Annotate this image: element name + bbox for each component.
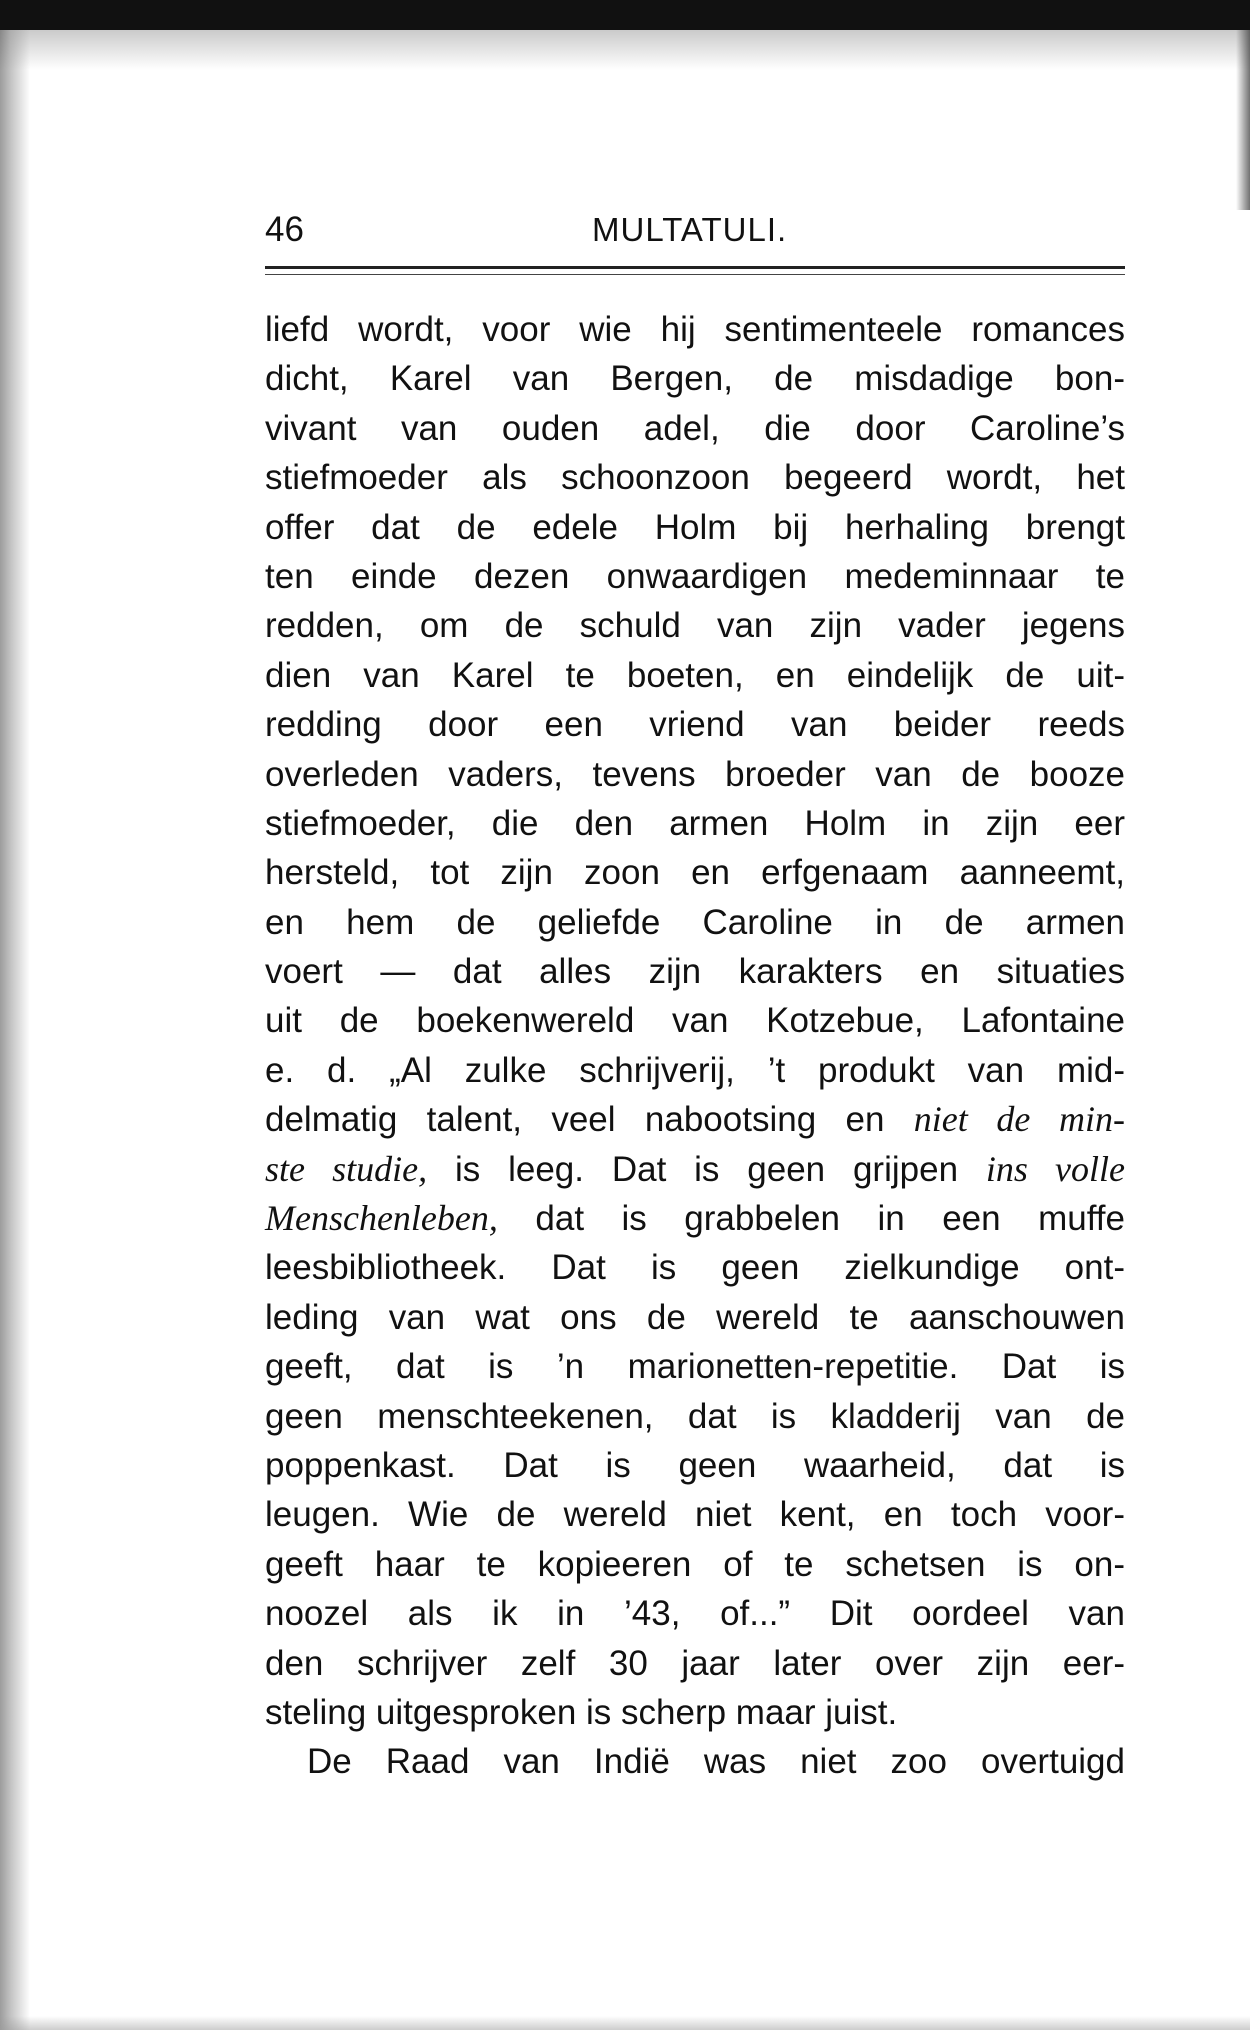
text-line — [265, 453, 1125, 502]
text-run: geeft haar te kopieeren of te schetsen is on- — [265, 1544, 1125, 1584]
text-run: De Raad van Indië was niet zoo overtuigd — [307, 1742, 1125, 1782]
text-run: noozel als ik in ’43, of...” Dit oordeel van — [265, 1594, 1125, 1634]
text-line — [265, 1145, 1125, 1194]
text-line — [265, 700, 1125, 749]
scan-top-border — [0, 0, 1250, 30]
text-line — [265, 1392, 1125, 1441]
text-line — [265, 404, 1125, 453]
text-line — [265, 1639, 1125, 1688]
page-header — [265, 205, 1125, 255]
text-run: dicht, Karel van Bergen, de misdadige bon- — [265, 359, 1125, 399]
text-run: redding door een vriend van beider reeds — [265, 705, 1125, 745]
text-line — [265, 305, 1125, 354]
text-run: delmatig talent, veel nabootsing en — [265, 1100, 914, 1140]
text-run: stiefmoeder, die den armen Holm in zijn eer — [265, 803, 1125, 843]
text-line — [265, 1194, 1125, 1243]
text-line — [265, 552, 1125, 601]
text-run: hersteld, tot zijn zoon en erfgenaam aanneemt, — [265, 853, 1125, 893]
text-run: steling uitgesproken is scherp maar juist. — [265, 1692, 898, 1732]
body-text — [265, 305, 1125, 1787]
text-run: is leeg. Dat is geen grijpen — [427, 1149, 986, 1189]
running-head: MULTATULI. — [592, 211, 788, 248]
text-line — [265, 1095, 1125, 1144]
text-line — [265, 1243, 1125, 1292]
text-line — [265, 799, 1125, 848]
italic-text: ste studie, — [265, 1148, 428, 1189]
text-run: geen menschteekenen, dat is kladderij van de — [265, 1396, 1125, 1436]
text-line — [265, 898, 1125, 947]
text-line — [265, 996, 1125, 1045]
scan-bottom-border — [0, 2016, 1250, 2030]
text-line — [265, 503, 1125, 552]
text-line — [265, 1490, 1125, 1539]
text-run: ten einde dezen onwaardigen medeminnaar te — [265, 556, 1125, 596]
scan-right-border — [1236, 30, 1250, 210]
text-run: liefd wordt, voor wie hij sentimenteele romances — [265, 310, 1125, 349]
italic-text: niet de min- — [913, 1099, 1126, 1140]
text-line — [265, 1540, 1125, 1589]
text-line — [265, 651, 1125, 700]
text-run: en hem de geliefde Caroline in de armen — [265, 902, 1125, 942]
text-line — [265, 601, 1125, 650]
text-line — [265, 848, 1125, 897]
text-line — [265, 1046, 1125, 1095]
text-run: den schrijver zelf 30 jaar later over zijn eer- — [265, 1643, 1125, 1683]
text-line — [265, 354, 1125, 403]
text-run: offer dat de edele Holm bij herhaling brengt — [265, 507, 1125, 547]
text-line — [265, 750, 1125, 799]
text-run: voert — dat alles zijn karakters en situaties — [265, 952, 1125, 992]
text-run: uit de boekenwereld van Kotzebue, Lafontaine — [265, 1001, 1125, 1041]
text-line — [265, 947, 1125, 996]
italic-text: Menschenleben, — [265, 1198, 498, 1239]
text-line — [265, 1342, 1125, 1391]
text-line — [265, 1688, 1125, 1737]
text-line — [265, 1737, 1125, 1786]
text-run: poppenkast. Dat is geen waarheid, dat is — [265, 1445, 1125, 1485]
text-run: overleden vaders, tevens broeder van de booze — [265, 754, 1125, 794]
header-rule-thick — [265, 266, 1125, 269]
text-line — [265, 1589, 1125, 1638]
text-run: dat is grabbelen in een muffe — [497, 1199, 1125, 1239]
text-line — [265, 1293, 1125, 1342]
text-run: leding van wat ons de wereld te aanschouwen — [265, 1297, 1125, 1337]
text-run: vivant van ouden adel, die door Caroline’s — [265, 408, 1125, 448]
text-run: dien van Karel te boeten, en eindelijk de uit- — [265, 655, 1125, 695]
header-rule-thin — [265, 274, 1125, 275]
scan-top-shadow — [0, 30, 1250, 70]
italic-text: ins volle — [985, 1148, 1125, 1189]
page-number: 46 — [265, 210, 304, 249]
text-run: e. d. „Al zulke schrijverij, ’t produkt van mid- — [265, 1050, 1125, 1090]
text-line — [265, 1441, 1125, 1490]
text-run: geeft, dat is ’n marionetten-repetitie. Dat is — [265, 1347, 1125, 1387]
text-run: leesbibliotheek. Dat is geen zielkundige ont- — [265, 1248, 1125, 1288]
scan-left-border — [0, 30, 30, 2030]
text-run: leugen. Wie de wereld niet kent, en toch voor- — [265, 1495, 1125, 1535]
text-run: redden, om de schuld van zijn vader jegens — [265, 606, 1125, 646]
text-run: stiefmoeder als schoonzoon begeerd wordt, het — [265, 458, 1125, 498]
